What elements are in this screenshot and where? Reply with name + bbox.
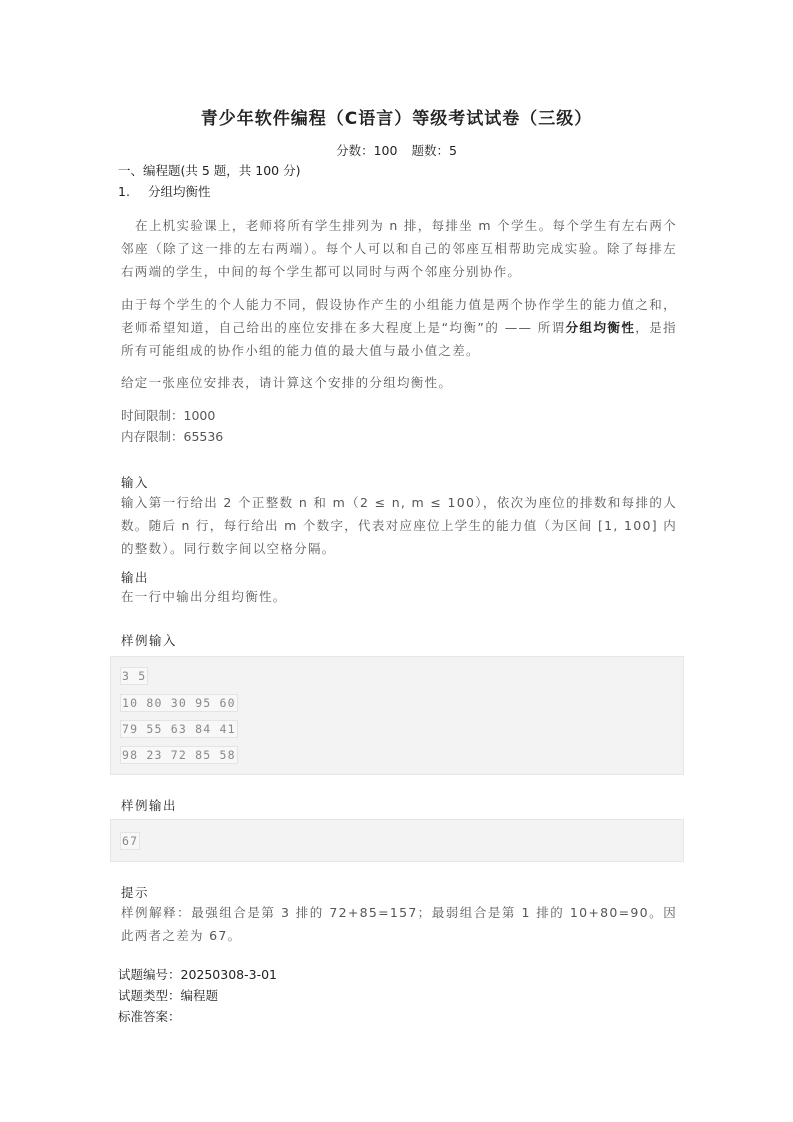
hint-heading: 提示 xyxy=(121,885,150,900)
question-id: 试题编号：20250308-3-01 xyxy=(118,967,278,982)
sample-input-line: 79 55 63 84 41 xyxy=(122,722,236,736)
question-number: 1. xyxy=(118,184,130,199)
memory-limit: 内存限制：65536 xyxy=(121,429,224,444)
standard-answer-label: 标准答案： xyxy=(118,1009,181,1024)
time-limit: 时间限制：1000 xyxy=(121,408,216,423)
description-paragraph-1: 在上机实验课上，老师将所有学生排列为 n 排，每排坐 m 个学生。每个学生有左右两个邻座（除了这一排的左右两端）。每个人可以和自己的邻座互相帮助完成实验。除了每排左右两端的学生，中间的每个学生都可以同时与两个邻座分别协作。 xyxy=(121,218,677,279)
question-name: 分组均衡性 xyxy=(148,184,211,199)
sample-input-line: 98 23 72 85 58 xyxy=(122,748,236,762)
exam-meta xyxy=(0,141,793,159)
question-count: 题数：5 xyxy=(411,143,457,158)
output-heading: 输出 xyxy=(121,570,150,585)
exam-title: 青少年软件编程（C语言）等级考试试卷（三级） xyxy=(200,109,593,129)
question-title xyxy=(118,182,211,200)
sample-input-heading: 样例输入 xyxy=(121,633,178,648)
question-footer xyxy=(118,964,277,1027)
question-type: 试题类型：编程题 xyxy=(118,988,219,1003)
limits-block xyxy=(121,405,223,447)
sample-output-box xyxy=(110,819,684,862)
sample-output-line: 67 xyxy=(122,834,139,848)
description-p2-bold-term: 分组均衡性 xyxy=(565,320,636,335)
sample-input-box xyxy=(110,656,684,775)
sample-output-heading: 样例输出 xyxy=(121,798,178,813)
description-paragraph-3: 给定一张座位安排表，请计算这个安排的分组均衡性。 xyxy=(121,375,453,390)
description-p2-start: 由于每个学生的个人能力不同，假设协作产生的小组能力值是两个协作学生的能力值之和，老师希望知道，自己给出的座位安排在多大程度上是“均衡”的 —— 所谓 xyxy=(121,297,677,335)
description-p2-end: ，是指所有可能组成的协作小组的能力值的最大值与最小值之差。 xyxy=(121,320,677,358)
hint-text: 样例解释：最强组合是第 3 排的 72+85=157；最弱组合是第 1 排的 10+80=90。因此两者之差为 67。 xyxy=(121,905,677,943)
output-description: 在一行中输出分组均衡性。 xyxy=(121,589,287,604)
sample-input-line: 3 5 xyxy=(122,669,147,683)
input-description: 输入第一行给出 2 个正整数 n 和 m（2 ≤ n, m ≤ 100），依次为座位的排数和每排的人数。随后 n 行，每行给出 m 个数字，代表对应座位上学生的能力值（为区间 [1, 100] 内的整数）。同行数字间以空格分隔。 xyxy=(121,495,677,556)
description-paragraph-2 xyxy=(121,293,677,362)
input-heading: 输入 xyxy=(121,475,150,490)
sample-input-line: 10 80 30 95 60 xyxy=(122,696,236,710)
section-heading: 一、编程题(共 5 题，共 100 分) xyxy=(118,163,301,178)
total-score: 分数：100 xyxy=(336,143,398,158)
